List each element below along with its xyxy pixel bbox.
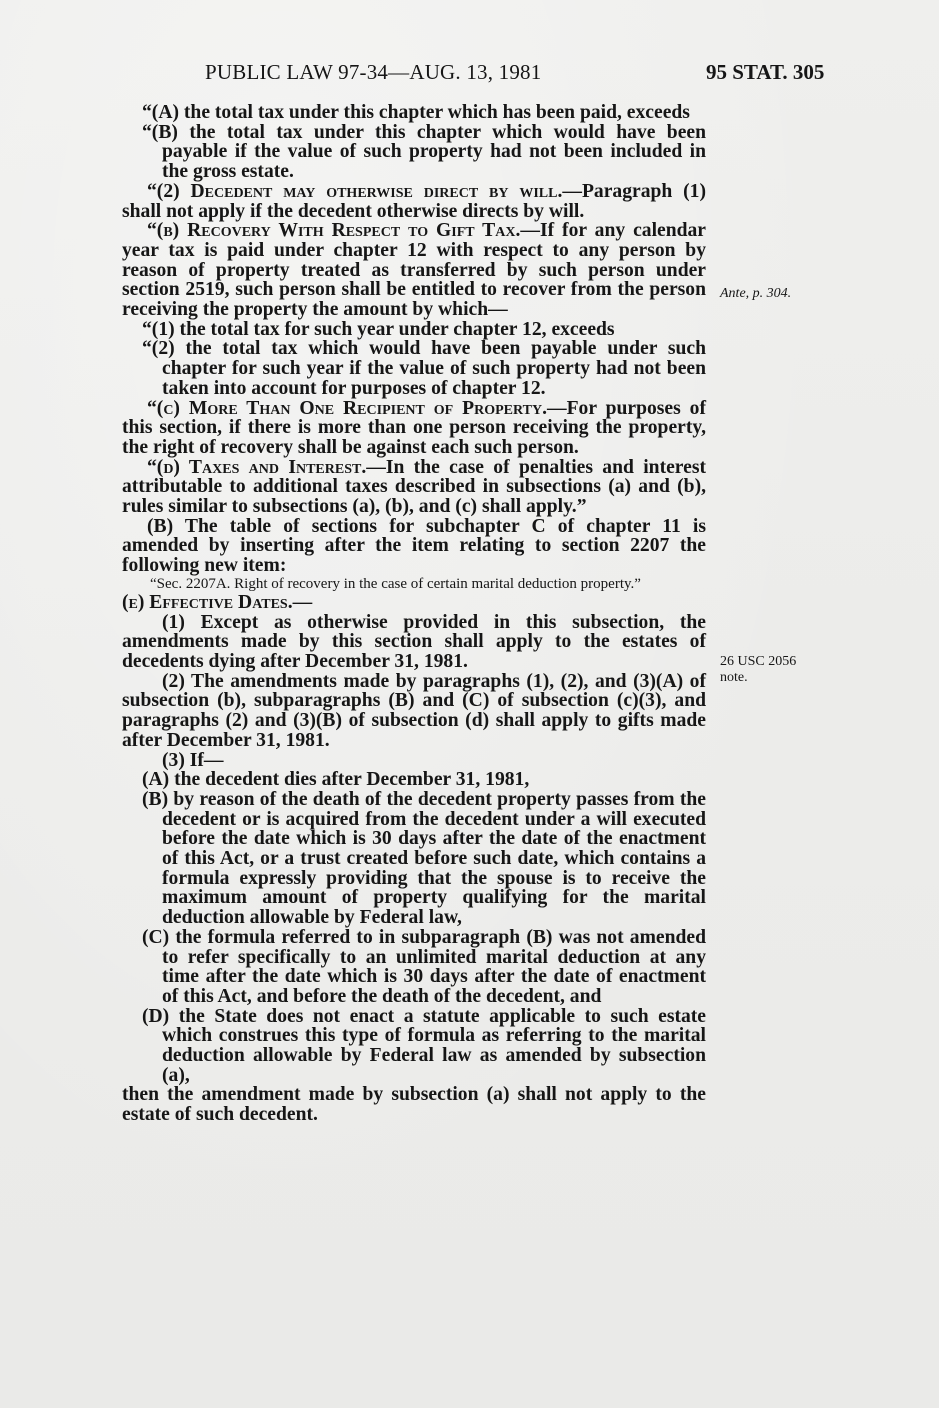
subsection-e-3-D: (D) the State does not enact a statute applicable to such estate which construes this type of formula as referring to the marital deduction allowable by Federal law as amended by subsection (a), (142, 1005, 706, 1086)
subsection-d (122, 458, 706, 517)
subsection-e-3-A: (A) the decedent dies after December 31, 1981, (142, 769, 530, 791)
subsection-b-2: “(2) the total tax which would have been payable under such chapter for such year if the value of such property had not been taken into account for purposes of chapter 12. (142, 338, 706, 399)
subsection-b-1: “(1) the total tax for such year under chapter 12, exceeds (142, 318, 615, 340)
subsection-e-1: (1) Except as otherwise provided in this subsection, the amendments made by this section shall apply to the estates of decedents dying after December 31, 1981. (122, 611, 706, 672)
subsection-b (122, 221, 706, 320)
subsection-e-3-C: (C) the formula referred to in subparagraph (B) was not amended to refer specifically to an unlimited marital deduction at any time after the date which is 30 days after the date of enactment of this Act, and before the death of the decedent, and (142, 926, 706, 1007)
closing-clause: then the amendment made by subsection (a) shall not apply to the estate of such decedent. (122, 1084, 706, 1126)
new-table-item: “Sec. 2207A. Right of recovery in the case of certain marital deduction property.” (150, 575, 641, 592)
paragraph-2-heading: “(2) Decedent may otherwise direct by will. (147, 180, 563, 202)
subsection-e-dash: — (292, 591, 313, 613)
subsection-e-heading: (e) Effective Dates. (122, 591, 293, 613)
margin-note-usc-line2: note. (720, 670, 748, 685)
subsection-c-heading: “(c) More Than One Recipient of Property. (147, 397, 547, 419)
subsection-d-heading: “(d) Taxes and Interest. (147, 456, 367, 478)
subsection-e-3-B: (B) by reason of the death of the decedent property passes from the decedent or is acquired from the decedent under a will executed before the date which is 30 days after the date of the enactment of this Act, or a trust created before such date, which contains a formula expressly providing that the spouse is to receive the maximum amount of property qualifying for the marital deduction allowable by Federal law, (142, 788, 706, 929)
margin-note-ante-text: Ante, p. 304. (720, 286, 792, 301)
subsection-e (122, 593, 706, 613)
margin-note-ante (720, 286, 791, 302)
running-header-title: PUBLIC LAW 97-34—AUG. 13, 1981 (205, 60, 542, 84)
paragraph-b-total-would: “(B) the total tax under this chapter which would have been payable if the value of such property had not been included in the gross estate. (142, 121, 706, 183)
paragraph-2-text: —Paragraph (1) shall not apply if the decedent otherwise directs by will. (122, 180, 707, 222)
margin-note-usc (720, 654, 796, 686)
subsection-b-text: —If for any calendar year tax is paid under chapter 12 with respect to any person by reason of property treated as transferred by such person under section 2519, such person shall be entitled to recover from the person receiving the property the amount by which— (122, 220, 706, 321)
margin-note-usc-line1: 26 USC 2056 (720, 654, 797, 669)
subsection-e-3: (3) If— (162, 749, 224, 771)
paragraph-a-total-paid: “(A) the total tax under this chapter which has been paid, exceeds (142, 102, 690, 123)
subsection-b-heading: “(b) Recovery With Respect to Gift Tax. (147, 220, 521, 242)
page-citation: 95 STAT. 305 (706, 60, 825, 84)
subsection-c (122, 399, 706, 458)
subsection-d-text: —In the case of penalties and interest attributable to additional taxes described in subsections (a) and (b), rules similar to subsections (a), (b), and (c) shall apply.” (122, 456, 706, 518)
statute-body (122, 103, 706, 1125)
subsection-c-text: —For purposes of this section, if there is more than one person receiving the property, the right of recovery shall be against each such person. (122, 397, 706, 458)
table-of-sections-amendment: (B) The table of sections for subchapter C of chapter 11 is amended by inserting after the item relating to section 2207 the following new item: (122, 515, 706, 577)
paragraph-2-decedent-direct (122, 182, 706, 221)
subsection-e-2: (2) The amendments made by paragraphs (1), (2), and (3)(A) of subsection (b), subparagraphs (B) and (C) of subsection (c)(3), and paragraphs (2) and (3)(B) of subsection (d) shall apply to gifts made after December 31, 1981. (122, 670, 706, 751)
